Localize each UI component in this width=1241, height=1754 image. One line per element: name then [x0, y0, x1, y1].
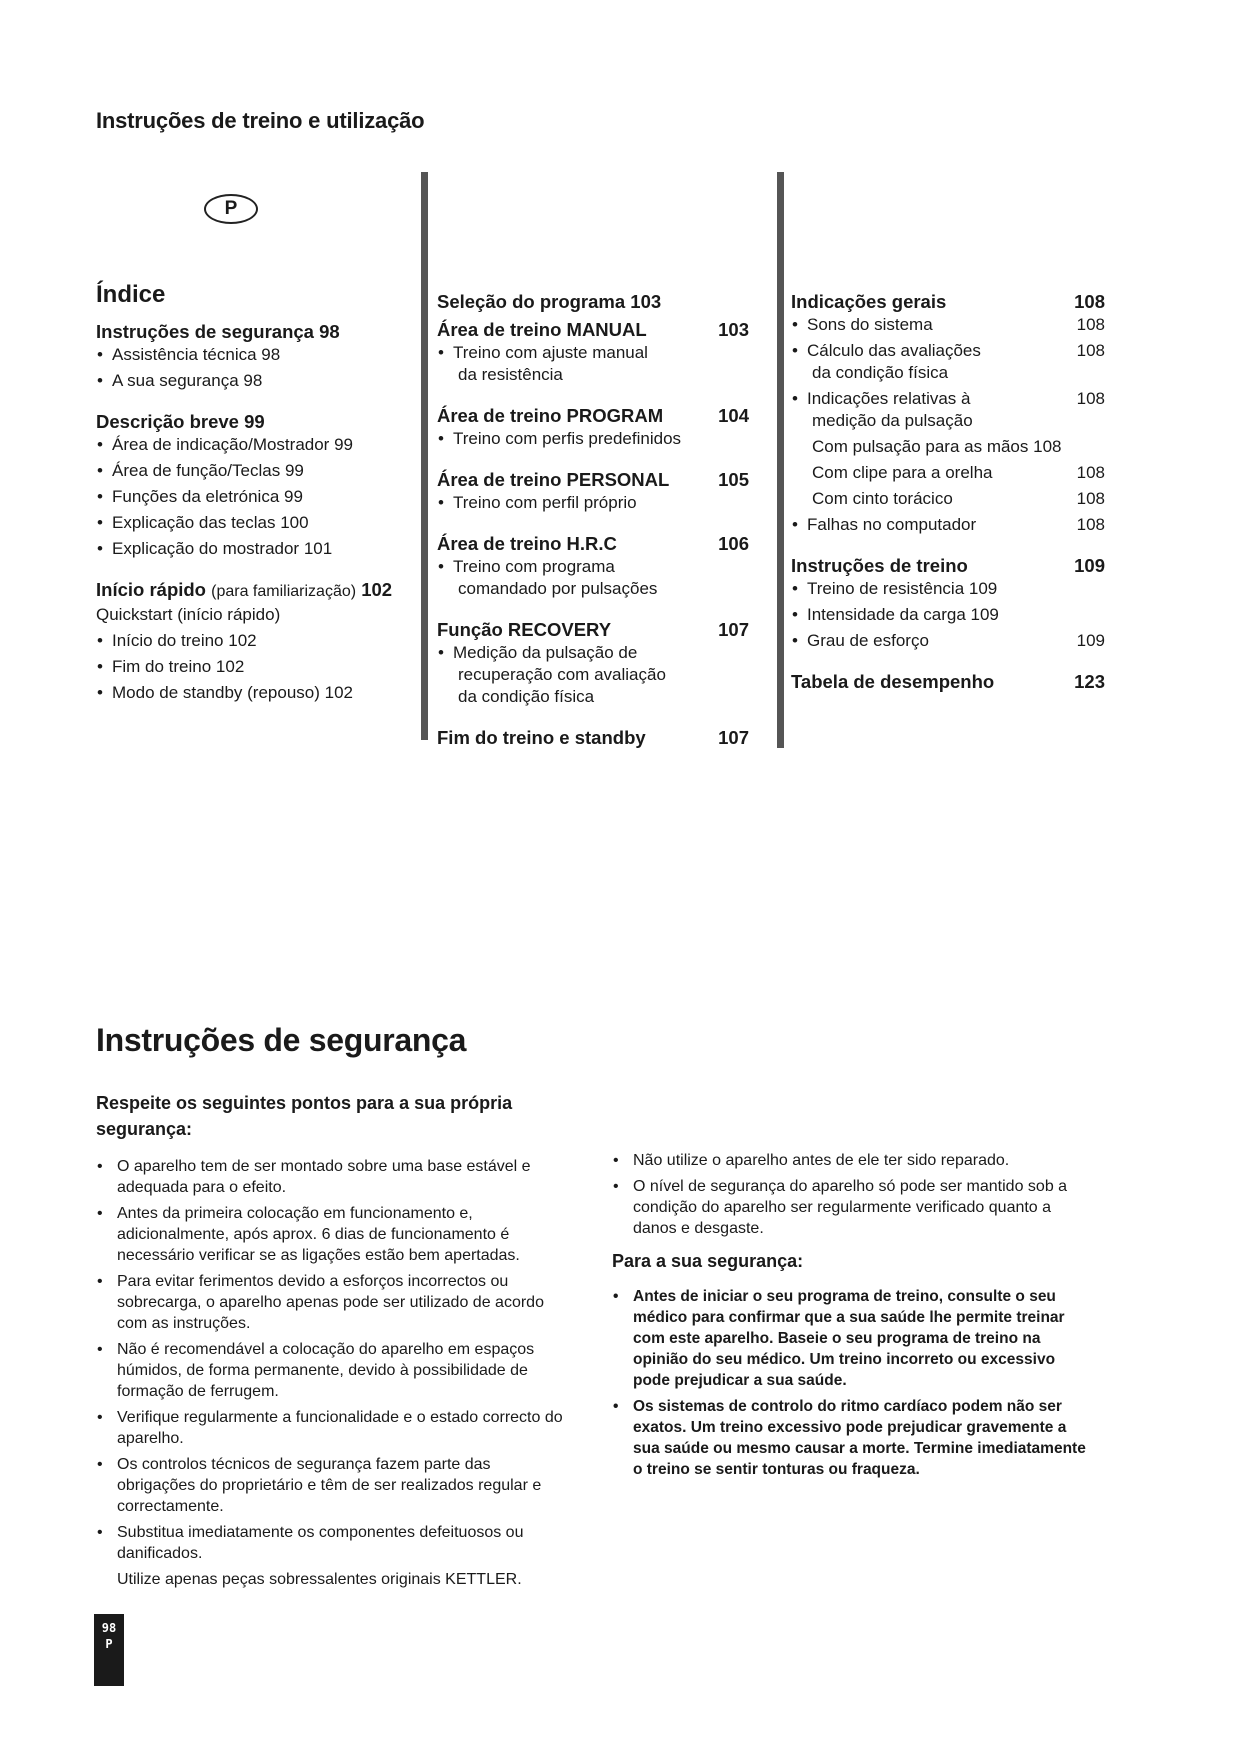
index-item: • Falhas no computador 108	[791, 514, 1105, 536]
safety-item: • O nível de segurança do aparelho só pode ser mantido sob a condição do aparelho ser regularmente verificado quanto a danos e desgaste.	[612, 1176, 1094, 1239]
safety-title: Instruções de segurança	[96, 1022, 467, 1058]
index-item: • Início do treino 102	[96, 630, 412, 652]
safety-warning-list	[612, 1286, 1094, 1480]
safety-subtitle: Respeite os seguintes pontos para a sua própria segurança:	[96, 1093, 513, 1139]
index-item: • Fim do treino 102	[96, 656, 412, 678]
index-item: • A sua segurança 98	[96, 370, 412, 392]
index-item-continued: comandado por pulsações	[458, 579, 658, 598]
index-item: • Funções da eletrónica 99	[96, 486, 412, 508]
safety-item: • Para evitar ferimentos devido a esforços incorrectos ou sobrecarga, o aparelho apenas pode ser utilizado de acordo com as instruções.	[96, 1271, 570, 1334]
index-section-heading: Área de treino PROGRAM 104	[437, 405, 749, 426]
safety-left-column	[96, 1156, 570, 1590]
page-language: P	[105, 1637, 113, 1651]
index-subitem: Com cinto torácico 108	[812, 489, 1105, 508]
index-item-continued: da resistência	[458, 365, 563, 384]
index-section-heading: Área de treino MANUAL 103	[437, 319, 749, 340]
index-section-heading: Indicações gerais 108	[791, 291, 1105, 312]
index-subtitle: Quickstart (início rápido)	[96, 605, 281, 624]
safety-warning-item: • Antes de iniciar o seu programa de treino, consulte o seu médico para confirmar que a sua saúde lhe permite treinar com este aparelho. Baseie o seu programa de treino na opinião do seu médico. Um treino incorreto ou excessivo pode prejudicar a sua saúde.	[612, 1286, 1094, 1391]
safety-item: • Substitua imediatamente os componentes defeituosos ou danificados.	[96, 1522, 570, 1564]
safety-note: Utilize apenas peças sobressalentes originais KETTLER.	[117, 1571, 522, 1588]
index-section-heading: Área de treino H.R.C 106	[437, 533, 749, 554]
safety-item: • Verifique regularmente a funcionalidade e o estado correcto do aparelho.	[96, 1407, 570, 1449]
index-section-heading: Tabela de desempenho 123	[791, 671, 1105, 692]
index-subitem: Com pulsação para as mãos 108	[812, 437, 1062, 456]
index-item: • Cálculo das avaliações 108	[791, 340, 1105, 362]
index-item-continued: da condição física	[458, 687, 595, 706]
index-column-2	[437, 286, 749, 750]
index-column-3	[791, 286, 1105, 694]
index-title: Índice	[96, 281, 166, 308]
safety-item: • Os controlos técnicos de segurança fazem parte das obrigações do proprietário e têm de ser realizados regular e correctamente.	[96, 1454, 570, 1517]
index-subitem: Com clipe para a orelha 108	[812, 463, 1105, 482]
page-header-title: Instruções de treino e utilização	[96, 108, 425, 133]
safety-right-column	[612, 1150, 1094, 1485]
index-item: • Intensidade da carga 109	[791, 604, 1105, 626]
index-section-heading: Instruções de segurança 98	[96, 321, 340, 342]
index-item: • Treino com ajuste manual	[437, 342, 749, 364]
index-item-continued: da condição física	[812, 363, 949, 382]
index-item: • Medição da pulsação de	[437, 642, 749, 664]
page-number: 98	[101, 1621, 117, 1635]
column-divider	[421, 172, 428, 740]
index-item: • Modo de standby (repouso) 102	[96, 682, 412, 704]
safety-subheading: Para a sua segurança:	[612, 1251, 804, 1271]
index-section-heading: Seleção do programa 103	[437, 291, 662, 312]
index-item: • Grau de esforço 109	[791, 630, 1105, 652]
index-item-continued: medição da pulsação	[812, 411, 973, 430]
safety-item: • Antes da primeira colocação em funcionamento e, adicionalmente, após aprox. 6 dias de funcionamento é necessário verificar se as ligações estão bem apertadas.	[96, 1203, 570, 1266]
index-item: • Sons do sistema 108	[791, 314, 1105, 336]
index-section-heading	[96, 578, 412, 604]
index-item: • Área de função/Teclas 99	[96, 460, 412, 482]
safety-warning-item: • Os sistemas de controlo do ritmo cardíaco podem não ser exatos. Um treino excessivo pode prejudicar gravemente a sua saúde ou mesmo causar a morte. Termine imediatamente o treino se sentir tonturas ou fraqueza.	[612, 1396, 1094, 1480]
index-item: • Treino com programa	[437, 556, 749, 578]
index-section-heading: Área de treino PERSONAL 105	[437, 469, 749, 490]
index-section-heading: Função RECOVERY 107	[437, 619, 749, 640]
index-item: • Área de indicação/Mostrador 99	[96, 434, 412, 456]
index-item: • Treino com perfil próprio	[437, 492, 749, 514]
index-item-continued: recuperação com avaliação	[458, 665, 666, 684]
index-item: • Indicações relativas à 108	[791, 388, 1105, 410]
index-section-heading: Instruções de treino 109	[791, 555, 1105, 576]
page-number-tab	[94, 1614, 124, 1686]
index-section-heading: Fim do treino e standby 107	[437, 727, 749, 748]
index-heading-note: (para familiarização)	[211, 583, 357, 600]
index-item: • Explicação do mostrador 101	[96, 538, 412, 560]
column-divider	[777, 172, 784, 748]
index-heading-bold: Início rápido	[96, 579, 206, 600]
index-item: • Explicação das teclas 100	[96, 512, 412, 534]
index-column-1	[96, 281, 412, 708]
safety-item: • Não utilize o aparelho antes de ele ter sido reparado.	[612, 1150, 1094, 1171]
safety-item: • Não é recomendável a colocação do aparelho em espaços húmidos, de forma permanente, devido à possibilidade de formação de ferrugem.	[96, 1339, 570, 1402]
index-heading-page: 102	[361, 579, 393, 600]
index-item: • Assistência técnica 98	[96, 344, 412, 366]
index-section-heading: Descrição breve 99	[96, 411, 265, 432]
index-item: • Treino de resistência 109	[791, 578, 1105, 600]
language-badge: P	[204, 194, 258, 224]
safety-item: • O aparelho tem de ser montado sobre uma base estável e adequada para o efeito.	[96, 1156, 570, 1198]
index-item: • Treino com perfis predefinidos	[437, 428, 749, 450]
